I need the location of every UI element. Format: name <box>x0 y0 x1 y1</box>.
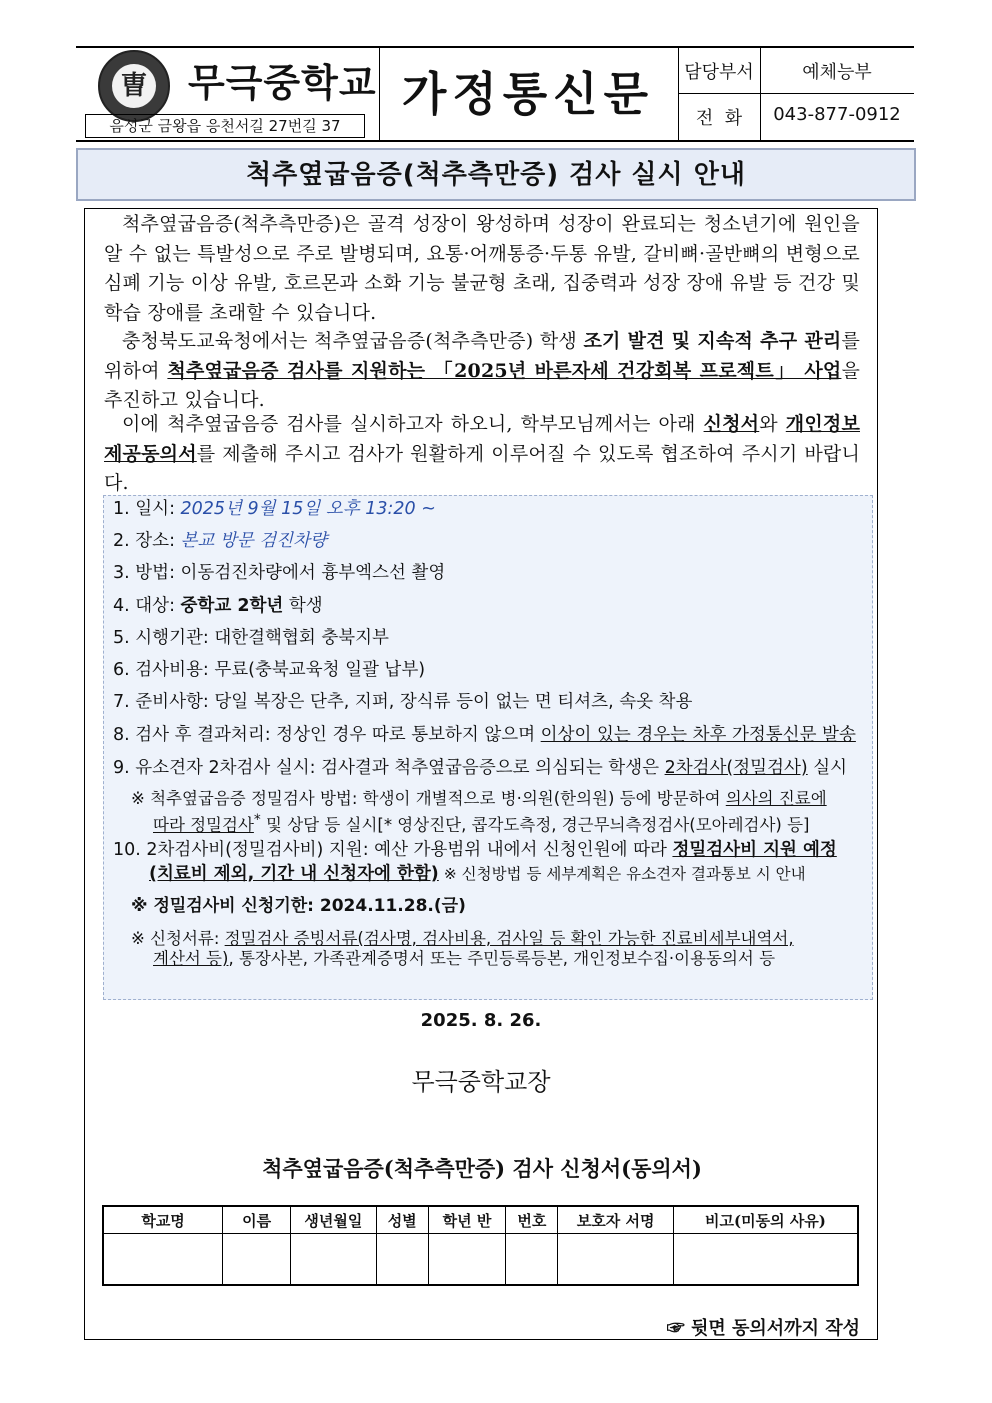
application-form-title: 척추옆굽음증(척추측만증) 검사 신청서(동의서) <box>262 1156 702 1181</box>
item-location: 2. 장소: 본교 방문 검진차량 <box>113 531 327 551</box>
col-guardian-signature: 보호자 서명 <box>558 1206 674 1234</box>
application-form-ref: 신청서 <box>703 413 760 435</box>
item-institution: 5. 시행기관: 대한결핵협회 충북지부 <box>113 628 389 648</box>
table-header-row <box>103 1206 858 1234</box>
intro-program-name: 척추옆굽음증 검사를 지원하는 「2025년 바른자세 건강회복 프로젝트」 사업 <box>167 359 842 382</box>
subject-banner <box>76 148 916 201</box>
note-precise-test-line1: ※ 척추옆굽음증 정밀검사 방법: 학생이 개별적으로 병·의원(한의원) 등에 방문하여 의사의 진료에 <box>131 789 827 808</box>
birthdate-input-cell[interactable] <box>290 1234 376 1286</box>
item-method: 3. 방법: 이동검진차량에서 흉부엑스선 촬영 <box>113 563 446 583</box>
item-second-test: 9. 유소견자 2차검사 실시: 검사결과 척추옆굽음증으로 의심되는 학생은 2차검사(정밀검사) 실시 <box>113 758 848 778</box>
col-name: 이름 <box>223 1206 291 1234</box>
remarks-input-cell[interactable] <box>673 1234 858 1286</box>
header-cell-rule <box>678 93 914 94</box>
school-input-cell[interactable] <box>103 1234 223 1286</box>
item-cost: 6. 검사비용: 무료(충북교육청 일괄 납부) <box>113 660 426 680</box>
item-second-test-support-line2: (치료비 제외, 기간 내 신청자에 한함) ※ 신청방법 등 세부계획은 유소견자 결과통보 시 안내 <box>149 864 806 884</box>
guardian-signature-cell[interactable] <box>558 1234 674 1286</box>
number-input-cell[interactable] <box>506 1234 558 1286</box>
subject-title: 척추옆굽음증(척추측만증) 검사 실시 안내 <box>246 160 746 190</box>
issue-date: 2025. 8. 26. <box>420 1010 542 1031</box>
item-preparation: 7. 준비사항: 당일 복장은 단추, 지퍼, 장식류 등이 없는 면 티셔츠, 속옷 착용 <box>113 692 693 712</box>
name-input-cell[interactable] <box>223 1234 291 1286</box>
school-name: 무극중학교 <box>188 61 377 105</box>
phone-label: 전 화 <box>695 108 743 129</box>
item-target: 4. 대상: 중학교 2학년 학생 <box>113 596 323 616</box>
dept-value: 예체능부 <box>802 62 872 83</box>
school-seal-logo: 曺 <box>98 50 170 122</box>
school-address: 음성군 금왕읍 응천서길 27번길 37 <box>85 114 365 138</box>
location-value: 본교 방문 검진차량 <box>180 531 327 551</box>
item-schedule: 1. 일시: 2025년 9월 15일 오후 13:20 ~ <box>113 499 436 519</box>
header-top-rule <box>76 46 914 48</box>
application-table <box>102 1205 859 1286</box>
intro-emphasis: 조기 발견 및 지속적 추구 관리 <box>583 330 842 352</box>
gender-input-cell[interactable] <box>376 1234 428 1286</box>
col-school: 학교명 <box>103 1206 223 1234</box>
intro-paragraph-1: 척추옆굽음증(척추측만증)은 골격 성장이 왕성하며 성장이 완료되는 청소년기에 원인을 알 수 없는 특발성으로 주로 발병되며, 요통·어깨통증·두통 유발, 갈비뼈·골반뼈의 변형으로 심폐 기능 이상 유발, 호르몬과 소화 기능 불균형 초래, 집중력과 성장 장애 유발 등 건강 및 학습 장애를 초래할 수 있습니다. <box>104 213 860 324</box>
documents-note-line2: 계산서 등), 통장사본, 가족관계증명서 또는 주민등록등본, 개인정보수집·이용동의서 등 <box>153 949 776 968</box>
header-bottom-rule <box>76 140 914 142</box>
item-second-test-support: 10. 2차검사비(정밀검사비) 지원: 예산 가용범위 내에서 신청인원에 따라 정밀검사비 지원 예정 <box>113 840 837 860</box>
col-gender: 성별 <box>376 1206 428 1234</box>
intro-paragraph-2: 충청북도교육청에서는 척추옆굽음증(척추측만증) 학생 조기 발견 및 지속적 추구 관리를 위하여 척추옆굽음증 검사를 지원하는 「2025년 바른자세 건강회복 프로젝트」 사업을 추진하고 있습니다. <box>104 330 860 411</box>
back-page-note: ☞ 뒷면 동의서까지 작성 <box>666 1318 860 1339</box>
documents-note-line1: ※ 신청서류: 정밀검사 증빙서류(검사명, 검사비용, 검사일 등 확인 가능한 진료비세부내역서, <box>131 929 794 948</box>
dept-label: 담당부서 <box>684 62 754 83</box>
col-number: 번호 <box>506 1206 558 1234</box>
col-birthdate: 생년월일 <box>290 1206 376 1234</box>
header-divider <box>379 46 380 140</box>
consent-form-ref: 개인정보제공동의서 <box>104 413 860 465</box>
phone-value: 043-877-0912 <box>773 104 901 125</box>
col-remarks: 비고(미동의 사유) <box>673 1206 858 1234</box>
principal-signature: 무극중학교장 <box>411 1068 551 1096</box>
deadline-note: ※ 정밀검사비 신청기한: 2024.11.28.(금) <box>131 896 466 916</box>
item-result-handling: 8. 검사 후 결과처리: 정상인 경우 따로 통보하지 않으며 이상이 있는 경우는 차후 가정통신문 발송 <box>113 725 856 745</box>
schedule-value: 2025년 9월 15일 오후 13:20 ~ <box>180 499 436 519</box>
note-precise-test-line2: 따라 정밀검사* 및 상담 등 실시[* 영상진단, 콥각도측정, 경근무늬측정검사(모아레검사) 등] <box>153 812 810 835</box>
grade-class-input-cell[interactable] <box>428 1234 506 1286</box>
intro-paragraph-3: 이에 척추옆굽음증 검사를 실시하고자 하오니, 학부모님께서는 아래 신청서와 개인정보제공동의서를 제출해 주시고 검사가 원활하게 이루어질 수 있도록 협조하여 주시기 바랍니다. <box>104 413 860 494</box>
doc-title: 가정통신문 <box>401 67 655 121</box>
table-row <box>103 1234 858 1286</box>
col-grade-class: 학년 반 <box>428 1206 506 1234</box>
